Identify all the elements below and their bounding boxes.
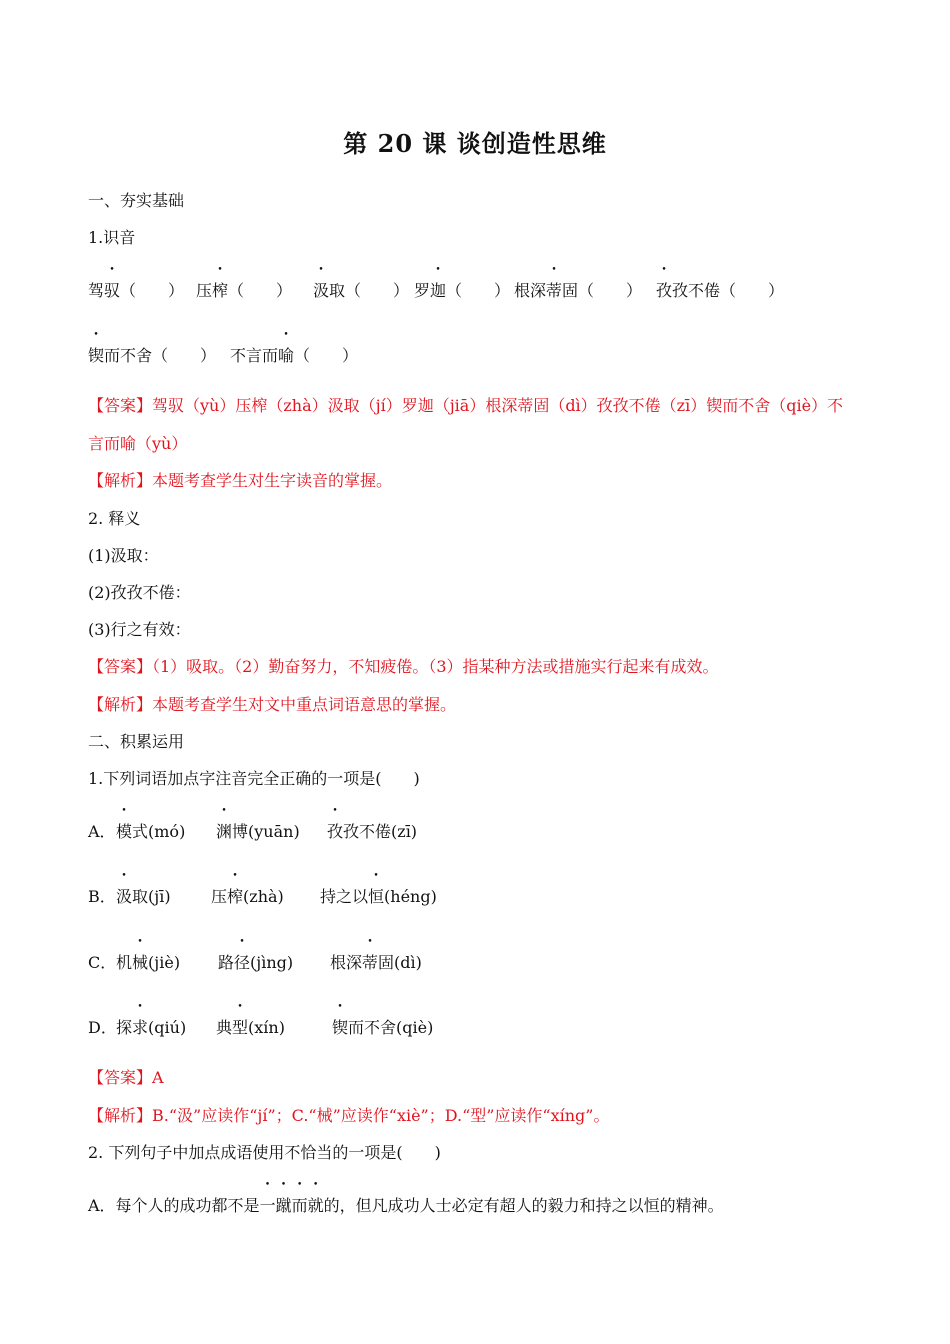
sentence-part: A．每个人的成功都不是 — [88, 1196, 260, 1215]
word-part: 根深 — [330, 953, 363, 972]
dotted-character: 孜 — [656, 281, 673, 300]
pronunciation-item — [230, 344, 358, 368]
question-pronunciation-label: 1.识音 — [88, 228, 136, 247]
page-title: 第 20 课 谈创造性思维 — [343, 129, 607, 158]
dotted-character: 锲 — [88, 346, 105, 365]
dotted-character: 驭 — [104, 281, 121, 300]
dotted-character: 型 — [232, 1018, 249, 1037]
dotted-character: 就 — [307, 1196, 324, 1215]
word-part: (jìng) — [250, 953, 294, 972]
dotted-character: 汲 — [116, 887, 133, 906]
word-part: 取 — [329, 281, 346, 300]
question-stem: 1.下列词语加点字注音完全正确的一项是( ) — [88, 769, 420, 788]
word-part: 博(yuān) — [232, 822, 300, 841]
answer-text: 【答案】（1）吸取。（2）勤奋努力，不知疲倦。（3）指某种方法或措施实行起来有成效。 — [88, 657, 719, 676]
option-word — [116, 885, 171, 909]
word-part: 不言而 — [230, 346, 279, 365]
option-word — [116, 1016, 186, 1040]
dotted-character: 械 — [132, 953, 149, 972]
word-part: 孜不倦 — [672, 281, 721, 300]
option-word — [330, 951, 422, 975]
sentence-part: 的，但凡成功人士必定有超人的毅力和持之以恒的精神。 — [323, 1196, 724, 1215]
answer-blank: （ ） — [345, 281, 410, 300]
meaning-item: (2)孜孜不倦： — [88, 583, 191, 602]
analysis-text: 【解析】本题考查学生对生字读音的掌握。 — [88, 471, 393, 490]
word-part: (jiè) — [148, 953, 181, 972]
option-word — [116, 820, 185, 844]
dotted-character: 迦 — [430, 281, 447, 300]
answer-blank: （ ） — [720, 281, 785, 300]
question-meaning-label: 2. 释义 — [88, 509, 141, 528]
analysis-text: 【解析】B.“汲”应读作“jí”；C.“械”应读作“xiè”；D.“型”应读作“xíng”。 — [88, 1106, 610, 1125]
section-heading-basics: 一、夯实基础 — [88, 191, 185, 210]
answer-text: 【答案】驾驭（yù）压榨（zhà）汲取（jí）罗迦（jiā）根深蒂固（dì）孜孜不倦（zī）锲而不舍（qiè）不 — [88, 396, 844, 415]
dotted-character: 求 — [132, 1018, 149, 1037]
dotted-character: 模 — [116, 822, 133, 841]
answer-blank: （ ） — [152, 346, 217, 365]
answer-text: 【答案】A — [88, 1068, 164, 1087]
dotted-character: 榨 — [212, 281, 229, 300]
analysis-text: 【解析】本题考查学生对文中重点词语意思的掌握。 — [88, 695, 457, 714]
option-word — [211, 885, 284, 909]
word-part: 孜不倦(zī) — [343, 822, 418, 841]
option-word — [216, 1016, 285, 1040]
answer-blank: （ ） — [228, 281, 293, 300]
word-part: 路 — [218, 953, 235, 972]
dotted-character: 榨 — [227, 887, 244, 906]
word-part: 压 — [196, 281, 213, 300]
pronunciation-item — [88, 279, 184, 303]
pronunciation-item — [656, 279, 784, 303]
word-part: 驾 — [88, 281, 105, 300]
word-part: 典 — [216, 1018, 233, 1037]
dotted-character: 蒂 — [362, 953, 379, 972]
option-word — [218, 951, 293, 975]
word-part: 固(dì) — [378, 953, 422, 972]
meaning-item: (3)行之有效： — [88, 620, 191, 639]
answer-blank: （ ） — [578, 281, 643, 300]
section-heading-application: 二、积累运用 — [88, 732, 185, 751]
option-letter: C． — [88, 953, 117, 972]
option-word — [327, 820, 417, 844]
dotted-character: 锲 — [332, 1018, 349, 1037]
word-part: (héng) — [384, 887, 437, 906]
question-stem: 2. 下列句子中加点成语使用不恰当的一项是( ) — [88, 1143, 441, 1162]
word-part: 根深 — [514, 281, 547, 300]
option-word — [116, 951, 180, 975]
dotted-idiom — [260, 1194, 324, 1218]
option-letter: D． — [88, 1018, 117, 1037]
pronunciation-item — [414, 279, 510, 303]
dotted-character: 孜 — [327, 822, 344, 841]
word-part: 罗 — [414, 281, 431, 300]
word-part: 压 — [211, 887, 228, 906]
dotted-character: 喻 — [278, 346, 295, 365]
meaning-item: (1)汲取： — [88, 546, 159, 565]
option-word — [320, 885, 437, 909]
word-part: 而不舍 — [104, 346, 153, 365]
dotted-character: 一 — [259, 1196, 276, 1215]
word-part: (zhà) — [243, 887, 284, 906]
word-part: 式(mó) — [132, 822, 186, 841]
dotted-character: 而 — [291, 1196, 308, 1215]
pronunciation-item — [196, 279, 292, 303]
dotted-character: 径 — [234, 953, 251, 972]
dotted-character: 蹴 — [275, 1196, 292, 1215]
option-sentence — [88, 1194, 724, 1218]
word-part: 固 — [562, 281, 579, 300]
option-word — [332, 1016, 433, 1040]
answer-blank: （ ） — [294, 346, 359, 365]
word-part: 而不舍(qiè) — [348, 1018, 434, 1037]
option-word — [216, 820, 300, 844]
answer-text-continued: 言而喻（yù） — [88, 434, 188, 453]
word-part: 探 — [116, 1018, 133, 1037]
pronunciation-item — [514, 279, 642, 303]
pronunciation-item — [313, 279, 409, 303]
option-letter: A． — [88, 822, 116, 841]
word-part: (xín) — [248, 1018, 285, 1037]
answer-blank: （ ） — [446, 281, 511, 300]
dotted-character: 恒 — [368, 887, 385, 906]
option-letter: B． — [88, 887, 116, 906]
dotted-character: 渊 — [216, 822, 233, 841]
answer-blank: （ ） — [120, 281, 185, 300]
word-part: 持之以 — [320, 887, 369, 906]
dotted-character: 蒂 — [546, 281, 563, 300]
word-part: (qiú) — [148, 1018, 187, 1037]
word-part: 机 — [116, 953, 133, 972]
dotted-character: 汲 — [313, 281, 330, 300]
pronunciation-item — [88, 344, 216, 368]
word-part: 取(jī) — [132, 887, 171, 906]
